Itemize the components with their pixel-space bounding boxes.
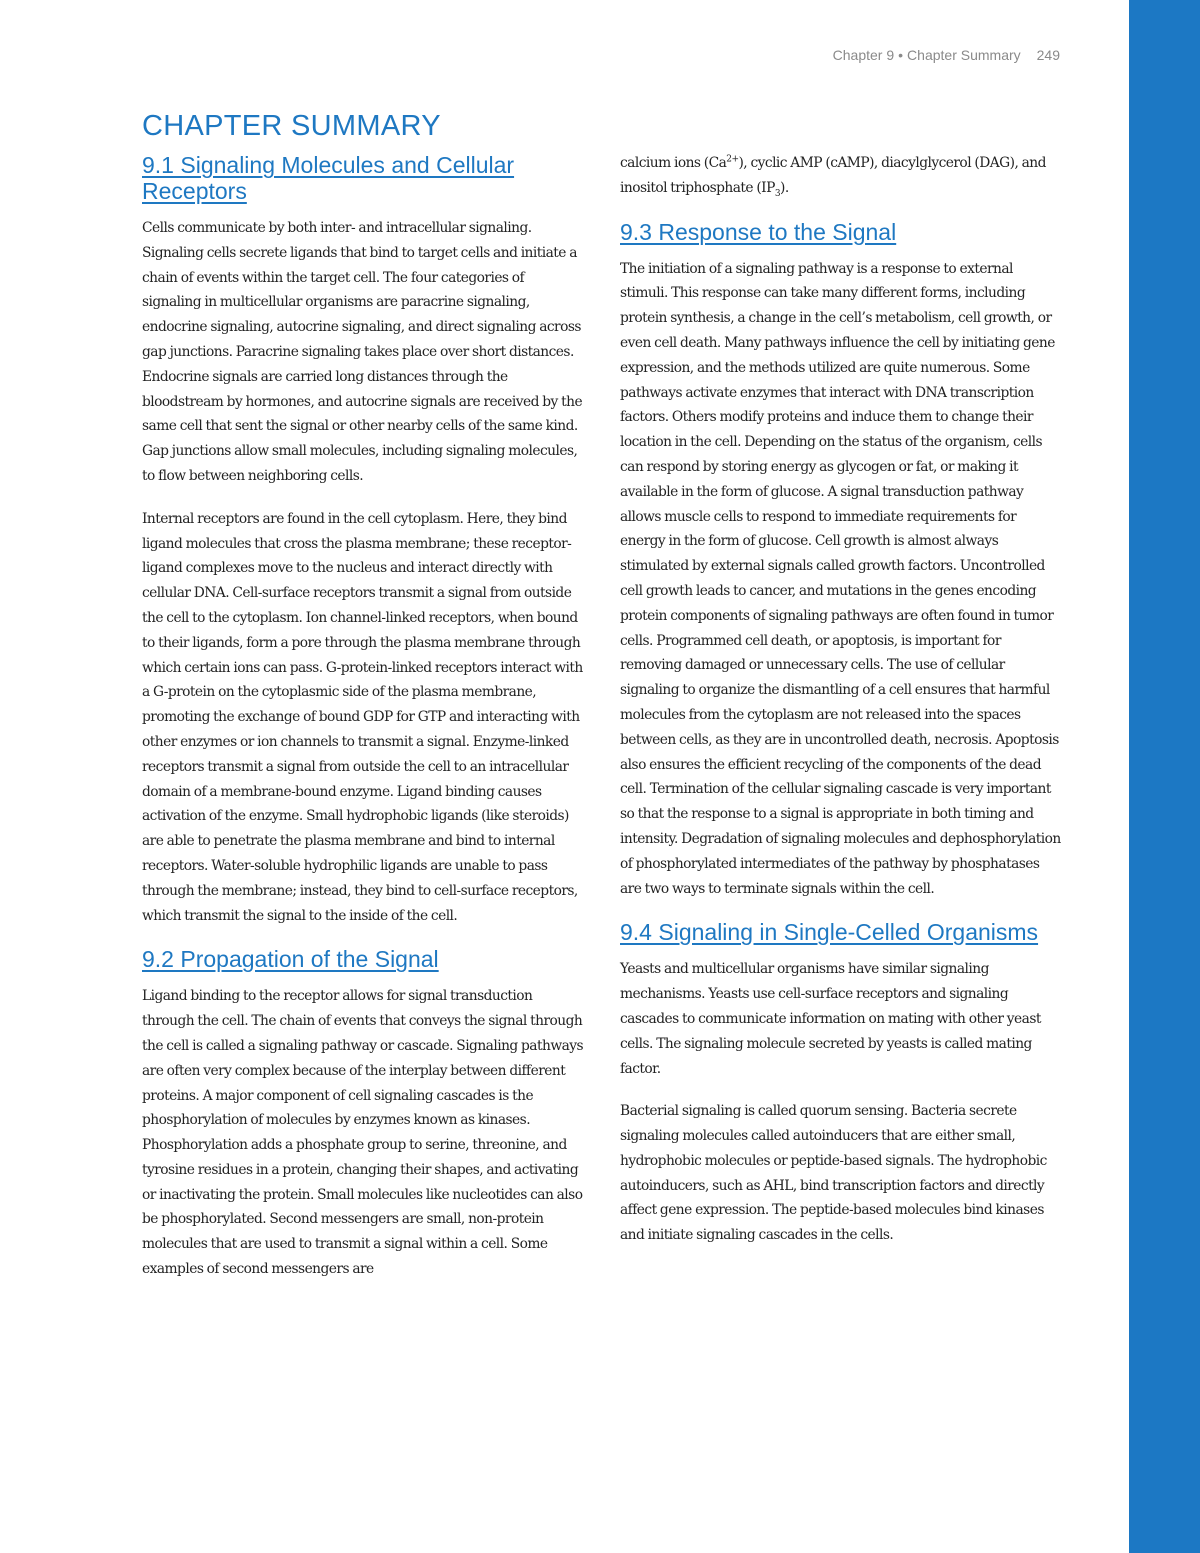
chapter-title: CHAPTER SUMMARY (142, 110, 441, 142)
continuation-text: ). (780, 179, 789, 196)
paragraph: Internal receptors are found in the cell cytoplasm. Here, they bind ligand molecules that cross the plasma membrane; these receptor-ligand complexes move to the nucleus and interact directly with cellular DNA. Cell-surface receptors transmit a signal from outside the cell to the cytoplasm. Ion channel-linked receptors, when bound to their ligands, form a pore through the plasma membrane through which certain ions can pass. G-protein-linked receptors interact with a G-protein on the cytoplasmic side of the plasma membrane, promoting the exchange of bound GDP for GTP and interacting with other enzymes or ion channels to transmit a signal. Enzyme-linked receptors transmit a signal from outside the cell to an intracellular domain of a membrane-bound enzyme. Ligand binding causes activation of the enzyme. Small hydrophobic ligands (like steroids) are able to penetrate the plasma membrane and bind to internal receptors. Water-soluble hydrophilic ligands are unable to pass through the membrane; instead, they bind to cell-surface receptors, which transmit the signal to the inside of the cell. (142, 510, 583, 924)
paragraph: The initiation of a signaling pathway is a response to external stimuli. This response can take many different forms, including protein synthesis, a change in the cell’s metabolism, cell growth, or even cell death. Many pathways influence the cell by initiating gene expression, and the methods utilized are quite numerous. Some pathways activate enzymes that interact with DNA transcription factors. Others modify proteins and induce them to change their location in the cell. Depending on the status of the organism, cells can respond by storing energy as glycogen or fat, or making it available in the form of glucose. A signal transduction pathway allows muscle cells to respond to immediate requirements for energy in the form of glucose. Cell growth is almost always stimulated by external signals called growth factors. Uncontrolled cell growth leads to cancer, and mutations in the genes encoding protein components of signaling pathways are often found in tumor cells. Programmed cell death, or apoptosis, is important for removing damaged or unnecessary cells. The use of cellular signaling to organize the dismantling of a cell ensures that harmful molecules from the cytoplasm are not released into the spaces between cells, as they are in uncontrolled death, necrosis. Apoptosis also ensures the efficient recycling of the components of the dead cell. Termination of the cellular signaling cascade is very important so that the response to a signal is appropriate in both timing and intensity. Degradation of signaling molecules and dephosphorylation of phosphorylated intermediates of the pathway by phosphatases are two ways to terminate signals within the cell. (620, 260, 1061, 897)
header-section: Chapter Summary (907, 47, 1021, 63)
side-color-band (1129, 0, 1200, 1553)
section-heading-9-3[interactable]: 9.3 Response to the Signal (620, 218, 897, 245)
continuation-text: ), cyclic AMP (cAMP), diacylglycerol (DAG), and inositol triphosphate (IP (620, 155, 1046, 196)
right-column (620, 151, 1064, 1266)
section-heading-9-2[interactable]: 9.2 Propagation of the Signal (142, 946, 439, 973)
ip3-subscript: 3 (774, 188, 780, 199)
section-heading-9-1[interactable]: 9.1 Signaling Molecules and Cellular Receptors (142, 152, 515, 204)
calcium-charge: 2+ (726, 154, 739, 165)
paragraph: Bacterial signaling is called quorum sensing. Bacteria secrete signaling molecules called autoinducers that are either small, hydrophobic molecules or peptide-based signals. The hydrophobic autoinducers, such as AHL, bind transcription factors and directly affect gene expression. The peptide-based molecules bind kinases and initiate signaling cascades in the cells. (620, 1103, 1047, 1244)
paragraph: Cells communicate by both inter- and intracellular signaling. Signaling cells secrete ligands that bind to target cells and initiate a chain of events within the target cell. The four categories of signaling in multicellular organisms are paracrine signaling, endocrine signaling, autocrine signaling, and direct signaling across gap junctions. Paracrine signaling takes place over short distances. Endocrine signals are carried long distances through the bloodstream by hormones, and autocrine signals are received by the same cell that sent the signal or other nearby cells of the same kind. Gap junctions allow small molecules, including signaling molecules, to flow between neighboring cells. (142, 220, 583, 484)
section-9-4 (620, 919, 1064, 1248)
paragraph: Ligand binding to the receptor allows for signal transduction through the cell. The chain of events that conveys the signal through the cell is called a signaling pathway or cascade. Signaling pathways are often very complex because of the interplay between different proteins. A major component of cell signaling cascades is the phosphorylation of molecules by enzymes known as kinases. Phosphorylation adds a phosphate group to serine, threonine, and tyrosine residues in a protein, changing their shapes, and activating or inactivating the protein. Small molecules like nucleotides can also be phosphorylated. Second messengers are small, non-protein molecules that are used to transmit a signal within a cell. Some examples of second messengers are (142, 988, 584, 1278)
running-header (833, 47, 1060, 63)
section-heading-9-4[interactable]: 9.4 Signaling in Single-Celled Organisms (620, 919, 1039, 946)
paragraph: Yeasts and multicellular organisms have similar signaling mechanisms. Yeasts use cell-surface receptors and signaling cascades to communicate information on mating with other yeast cells. The signaling molecule secreted by yeasts is called mating factor. (620, 961, 1041, 1077)
left-column (142, 152, 586, 1300)
paragraph-continuation (620, 151, 1064, 201)
section-9-2 (142, 946, 586, 1282)
header-separator: • (898, 47, 904, 63)
continuation-text: calcium ions (Ca (620, 155, 727, 171)
section-9-1 (142, 152, 586, 928)
page-number: 249 (1036, 47, 1060, 63)
section-9-3 (620, 219, 1064, 902)
header-chapter: Chapter 9 (832, 47, 895, 63)
